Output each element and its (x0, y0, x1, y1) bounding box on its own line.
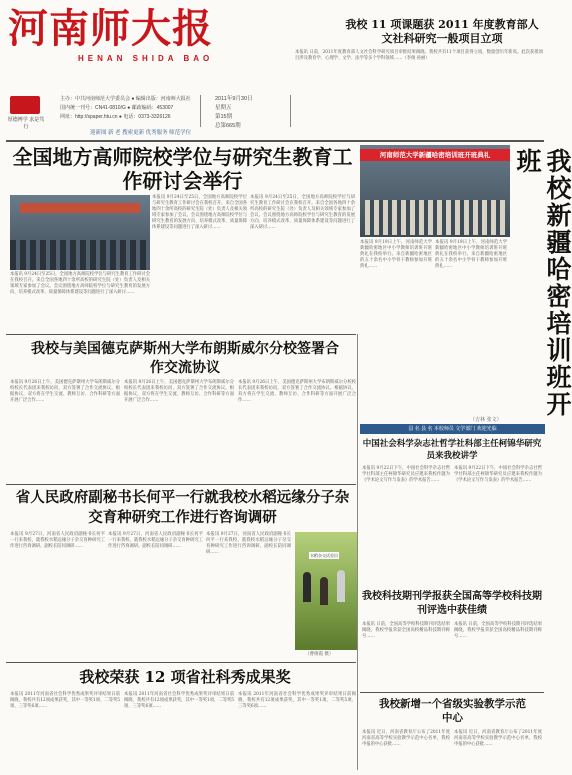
article2-body-col3: 本报讯 9月26日上午，美国德克萨斯州大学布朗斯威尔分校校长代表团来我校访问，双方签署了合作交流协议。根据协议，双方将在学生交流、教师互访、合作科研等方面开展广泛合作…… (238, 380, 356, 403)
masthead-title: 河南师大报 (8, 5, 213, 52)
article3-headline: 省人民政府副秘书长何平一行就我校水稻远缘分子杂交育种研究工作进行咨询调研 (15, 489, 350, 526)
article3-body-col1: 本报讯 9月27日，河南省人民政府副秘书长何平一行来我校，就我校水稻远缘分子杂交育种研究工作进行咨询调研。副校长陪同调研…… (10, 532, 105, 549)
info-line: 网址：http://spaper.htu.cn ● 电话：0373-3326126 (60, 114, 171, 120)
main-body-col3: 本报讯 9月24日至25日，全国地方高师院校学位与研究生教育工作研讨会在我校召开。来自全国各地四十余所高校的研究生院（处）负责人及相关领域专家参加了会议。会议围绕地方高师院校学位与研究生教育的发展方向、培养模式改革、质量保障体系建设等问题进行了深入研讨…… (250, 195, 355, 230)
rice-field-photo (295, 532, 357, 650)
cass-body-col2: 本报讯 9月22日下午，中国社会科学杂志社哲学社科部主任柯锦华研究员应邀来我校作题为《学术论文写作与发表》的学术报告…… (454, 466, 542, 483)
article4-body-col1: 本报讯 日前，全国高等学校科技期刊评选结果揭晓，我校学报荣获全国高校精品科技期刊称号…… (362, 622, 450, 639)
issue-number: 第15期 (215, 114, 233, 120)
section-rule (6, 662, 356, 663)
article4-headline: 我校科技期刊学报获全国高等学校科技期刊评选中获佳绩 (362, 591, 542, 616)
article5-body-col2: 本报讯 2011年河南省社会科学优秀成果奖评审结果日前揭晓，我校共有12项成果获奖，其中一等奖1项、二等奖5项、三等奖6项…… (124, 692, 234, 709)
publisher-info (60, 95, 210, 122)
main-body-col1: 本报讯 9月24日至25日，全国地方高师院校学位与研究生教育工作研讨会在我校召开。来自全国各地四十余所高校的研究生院（处）负责人及相关领域专家参加了会议。会议围绕地方高师院校学位与研究生教育的发展方向、培养模式改革、质量保障体系建设等问题进行了深入研讨…… (10, 272, 150, 295)
photo-banner: 河南师范大学新疆哈密培训班开班典礼 (360, 149, 510, 161)
info-line: 主办：中共河南师范大学委员会 ● 编辑出版：河南师大报社 (60, 96, 191, 102)
sidebar-vertical-title: 我校新疆哈密培训班开班 (513, 148, 572, 418)
article5-body-col1: 本报讯 2011年河南省社会科学优秀成果奖评审结果日前揭晓，我校共有12项成果获奖，其中一等奖1项、二等奖5项、三等奖6项…… (10, 692, 120, 709)
divider (290, 95, 291, 127)
section-rule (6, 140, 544, 142)
article4-body-col2: 本报讯 日前，全国高等学校科技期刊评选结果揭晓，我校学报荣获全国高校精品科技期刊称号…… (454, 622, 542, 639)
sidebar-body-col2: 本报讯 9月19日上午，河南师范大学新疆哈密地区中小学教师培训班开班典礼在我校举行。来自新疆哈密地区的五十余名中小学骨干教师参加开班典礼…… (435, 240, 507, 269)
article5-headline: 我校荣获 12 项省社科秀成果奖 (79, 668, 291, 686)
divider (200, 95, 201, 127)
masthead-subtitle: HENAN SHIDA BAO (78, 54, 214, 63)
seal-text: 厚德博学 求是笃行 (7, 117, 45, 130)
main-body-col2: 本报讯 9月24日至25日，全国地方高师院校学位与研究生教育工作研讨会在我校召开。来自全国各地四十余所高校的研究生院（处）负责人及相关领域专家参加了会议。会议围绕地方高师院校学位与研究生教育的发展方向、培养模式改革、质量保障体系建设等问题进行了深入研讨…… (152, 195, 247, 230)
section-rule (6, 334, 356, 335)
article2-headline: 我校与美国德克萨斯州大学布朗斯威尔分校签署合作交流协议 (31, 341, 339, 376)
article6-headline: 我校新增一个省级实验教学示范中心 (379, 698, 526, 724)
issue-weekday: 星期五 (215, 105, 232, 111)
main-headline: 全国地方高师院校学位与研究生教育工作研讨会举行 (12, 145, 353, 193)
article5-body-col3: 本报讯 2011年河南省社会科学优秀成果奖评审结果日前揭晓，我校共有12项成果获奖，其中一等奖1项、二等奖5项、三等奖6项…… (238, 692, 356, 709)
issue-date: 2011年9月30日 (215, 96, 253, 102)
section-rule (6, 484, 356, 485)
cass-body-col1: 本报讯 9月22日下午，中国社会科学杂志社哲学社科部主任柯锦华研究员应邀来我校作题为《学术论文写作与发表》的学术报告…… (362, 466, 450, 483)
article6-body-col2: 本报讯 近日，河南省教育厅公布了2011年度河南省高等学校实验教学示范中心名单，我校申报的中心获批…… (454, 730, 542, 747)
issue-date-block (215, 95, 290, 131)
issue-total: 总第665期 (215, 123, 241, 129)
article2-body-col2: 本报讯 9月26日上午，美国德克萨斯州大学布朗斯威尔分校校长代表团来我校访问，双方签署了合作交流协议。根据协议，双方将在学生交流、教师互访、合作科研等方面开展广泛合作…… (124, 380, 234, 403)
index-band: 县 名 县 名 本校师员 文学部门 欢迎光临 (360, 424, 545, 434)
article6-body-col1: 本报讯 近日，河南省教育厅公布了2011年度河南省高等学校实验教学示范中心名单，我校申报的中心获批…… (362, 730, 450, 747)
column-divider (357, 334, 358, 770)
article3-body-col3: 本报讯 9月27日，河南省人民政府副秘书长何平一行来我校，就我校水稻远缘分子杂交育种研究工作进行咨询调研。副校长陪同调研…… (206, 532, 291, 555)
conference-photo (10, 195, 150, 270)
top-article-headline: 我校 11 项课题获 2011 年度教育部人文社科研究一般项目立项 (345, 18, 539, 45)
index-bar[interactable]: 迎新图 新 老 搜索更新 优秀服务 师范学位 (90, 130, 192, 136)
top-article-body: 本报讯 日前，2011年度教育部人文社会科学研究项目审批结果揭晓。我校共有11个项目获得立项，数量创历年新高。此次获批项目涉及教育学、心理学、文学、法学等多个学科领域……（李俊 孙丽） (295, 50, 543, 61)
photo-caption: （曹俊霞 摄） (305, 652, 334, 657)
school-seal-icon (10, 96, 40, 114)
masthead (8, 4, 223, 66)
sidebar-photo (360, 145, 510, 237)
section-rule (360, 692, 544, 693)
info-line: 国内统一刊号：CN41-0810/G ● 邮政编码：453007 (60, 105, 174, 111)
article2-body-col1: 本报讯 9月26日上午，美国德克萨斯州大学布朗斯威尔分校校长代表团来我校访问，双方签署了合作交流协议。根据协议，双方将在学生交流、教师互访、合作科研等方面开展广泛合作…… (10, 380, 120, 403)
cass-headline: 中国社会科学杂志社哲学社科部主任柯锦华研究员来我校讲学 (362, 439, 542, 461)
sidebar-reporter: （吉林 张文） (470, 417, 502, 423)
sidebar-body-col1: 本报讯 9月19日上午，河南师范大学新疆哈密地区中小学教师培训班开班典礼在我校举行。来自新疆哈密地区的五十余名中小学骨干教师参加开班典礼…… (360, 240, 432, 269)
field-sign: 水稻杂交试验田 (310, 553, 338, 558)
article3-body-col2: 本报讯 9月27日，河南省人民政府副秘书长何平一行来我校，就我校水稻远缘分子杂交育种研究工作进行咨询调研。副校长陪同调研…… (108, 532, 203, 549)
